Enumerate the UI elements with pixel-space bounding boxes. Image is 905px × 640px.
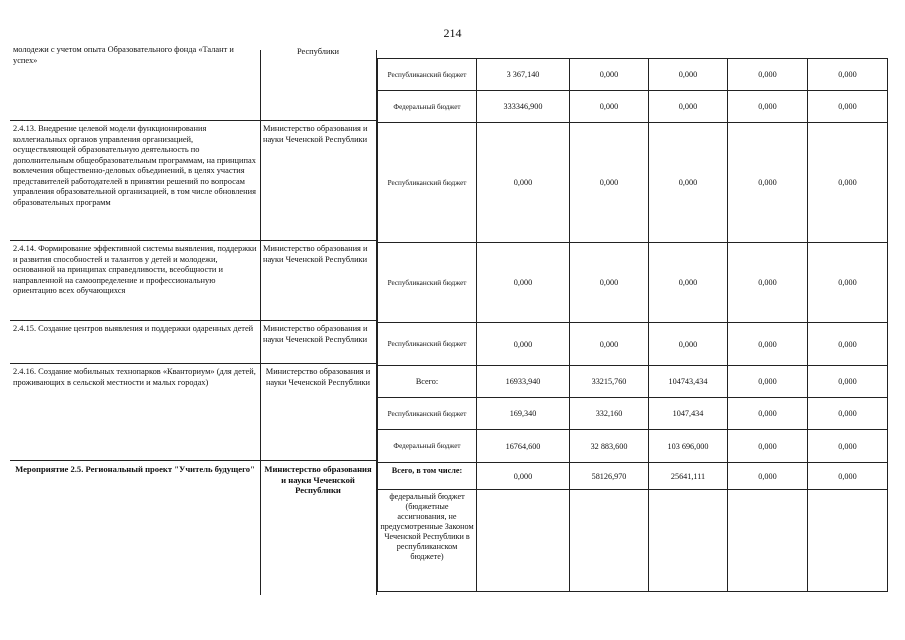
value-cell: 104743,434 bbox=[649, 366, 728, 398]
value-cell: 0,000 bbox=[728, 430, 808, 463]
row-cont-description: молодежи с учетом опыта Образовательного фонда «Талант и успех» bbox=[13, 45, 234, 65]
funding-table bbox=[377, 58, 888, 592]
value-cell: 0,000 bbox=[570, 243, 649, 323]
table-row bbox=[378, 91, 888, 123]
row-2415-executor: Министерство образования и науки Чеченской Республики bbox=[263, 324, 368, 344]
value-cell: 0,000 bbox=[477, 323, 570, 366]
table-row bbox=[378, 366, 888, 398]
row-cont-executor: Республики bbox=[296, 47, 339, 56]
value-cell: 33215,760 bbox=[570, 366, 649, 398]
value-cell: 16764,600 bbox=[477, 430, 570, 463]
value-cell bbox=[649, 490, 728, 592]
value-cell: 0,000 bbox=[649, 323, 728, 366]
table-row bbox=[378, 430, 888, 463]
value-cell: 0,000 bbox=[728, 243, 808, 323]
measure-2-5-description: Мероприятие 2.5. Региональный проект "Учитель будущего" bbox=[15, 464, 255, 474]
value-cell: 0,000 bbox=[808, 366, 888, 398]
value-cell: 0,000 bbox=[649, 243, 728, 323]
table-row bbox=[378, 323, 888, 366]
table-row bbox=[378, 243, 888, 323]
value-cell: 0,000 bbox=[570, 123, 649, 243]
value-cell: 1047,434 bbox=[649, 398, 728, 430]
funding-source: Всего: bbox=[378, 366, 477, 398]
table-row bbox=[378, 59, 888, 91]
value-cell bbox=[728, 490, 808, 592]
row-2413-executor: Министерство образования и науки Чеченской Республики bbox=[263, 124, 368, 144]
value-cell: 0,000 bbox=[808, 243, 888, 323]
value-cell: 0,000 bbox=[808, 463, 888, 490]
value-cell: 0,000 bbox=[728, 463, 808, 490]
row-2416-description: 2.4.16. Создание мобильных технопарков «Кванториум» (для детей, проживающих в сельской местности и малых городах) bbox=[13, 367, 256, 387]
funding-source: Всего, в том числе: bbox=[378, 463, 477, 490]
table-row bbox=[378, 490, 888, 592]
value-cell: 0,000 bbox=[808, 59, 888, 91]
value-cell: 0,000 bbox=[570, 91, 649, 123]
table-row bbox=[378, 123, 888, 243]
value-cell bbox=[570, 490, 649, 592]
left-columns bbox=[10, 45, 376, 595]
page-number: 214 bbox=[443, 26, 462, 40]
value-cell bbox=[808, 490, 888, 592]
value-cell: 0,000 bbox=[728, 366, 808, 398]
value-cell: 0,000 bbox=[570, 323, 649, 366]
value-cell: 0,000 bbox=[728, 323, 808, 366]
row-2416-executor: Министерство образования и науки Чеченской Республики bbox=[265, 367, 371, 387]
funding-source: Республиканский бюджет bbox=[378, 243, 477, 323]
value-cell: 169,340 bbox=[477, 398, 570, 430]
value-cell: 0,000 bbox=[808, 430, 888, 463]
value-cell: 3 367,140 bbox=[477, 59, 570, 91]
funding-source: Республиканский бюджет bbox=[378, 59, 477, 91]
value-cell: 0,000 bbox=[477, 243, 570, 323]
table-row bbox=[378, 463, 888, 490]
value-cell: 0,000 bbox=[808, 91, 888, 123]
value-cell bbox=[477, 490, 570, 592]
value-cell: 0,000 bbox=[477, 463, 570, 490]
value-cell: 58126,970 bbox=[570, 463, 649, 490]
row-2414-description: 2.4.14. Формирование эффективной системы выявления, поддержки и развития способностей и талантов у детей и молодежи, основанной на принципах справедливости, всеобщности и направленной на самоопределение и профессиональную ориентацию всех обучающихся bbox=[13, 244, 257, 295]
value-cell: 16933,940 bbox=[477, 366, 570, 398]
funding-source: федеральный бюджет (бюджетные ассигнования, не предусмотренные Законом Чеченской Республики в республиканском бюджете) bbox=[378, 490, 477, 592]
value-cell: 0,000 bbox=[808, 398, 888, 430]
value-cell: 0,000 bbox=[728, 91, 808, 123]
funding-source: Федеральный бюджет bbox=[378, 430, 477, 463]
funding-source: Республиканский бюджет bbox=[378, 323, 477, 366]
value-cell: 0,000 bbox=[649, 59, 728, 91]
value-cell: 333346,900 bbox=[477, 91, 570, 123]
value-cell: 0,000 bbox=[477, 123, 570, 243]
value-cell: 0,000 bbox=[649, 91, 728, 123]
row-2413-description: 2.4.13. Внедрение целевой модели функционирования коллегиальных органов управления организацией, осуществляющей образовательную деятельность по дополнительным общеобразовательным программам, на принципах вовлечения общественно-деловых объединений, в целях участия представителей работодателей в принятии решений по вопросам управления образовательной организацией, в том числе обновления образовательных программ bbox=[13, 124, 256, 207]
value-cell: 0,000 bbox=[649, 123, 728, 243]
value-cell: 0,000 bbox=[570, 59, 649, 91]
value-cell: 0,000 bbox=[728, 123, 808, 243]
measure-2-5-executor: Министерство образования и науки Чеченской Республики bbox=[264, 464, 372, 496]
value-cell: 103 696,000 bbox=[649, 430, 728, 463]
row-2415-description: 2.4.15. Создание центров выявления и поддержки одаренных детей bbox=[13, 324, 254, 333]
row-2414-executor: Министерство образования и науки Чеченской Республики bbox=[263, 244, 368, 264]
value-cell: 32 883,600 bbox=[570, 430, 649, 463]
value-cell: 0,000 bbox=[728, 59, 808, 91]
funding-source: Республиканский бюджет bbox=[378, 398, 477, 430]
value-cell: 0,000 bbox=[728, 398, 808, 430]
table-row bbox=[378, 398, 888, 430]
value-cell: 0,000 bbox=[808, 123, 888, 243]
value-cell: 332,160 bbox=[570, 398, 649, 430]
funding-source: Республиканский бюджет bbox=[378, 123, 477, 243]
funding-source: Федеральный бюджет bbox=[378, 91, 477, 123]
value-cell: 25641,111 bbox=[649, 463, 728, 490]
value-cell: 0,000 bbox=[808, 323, 888, 366]
